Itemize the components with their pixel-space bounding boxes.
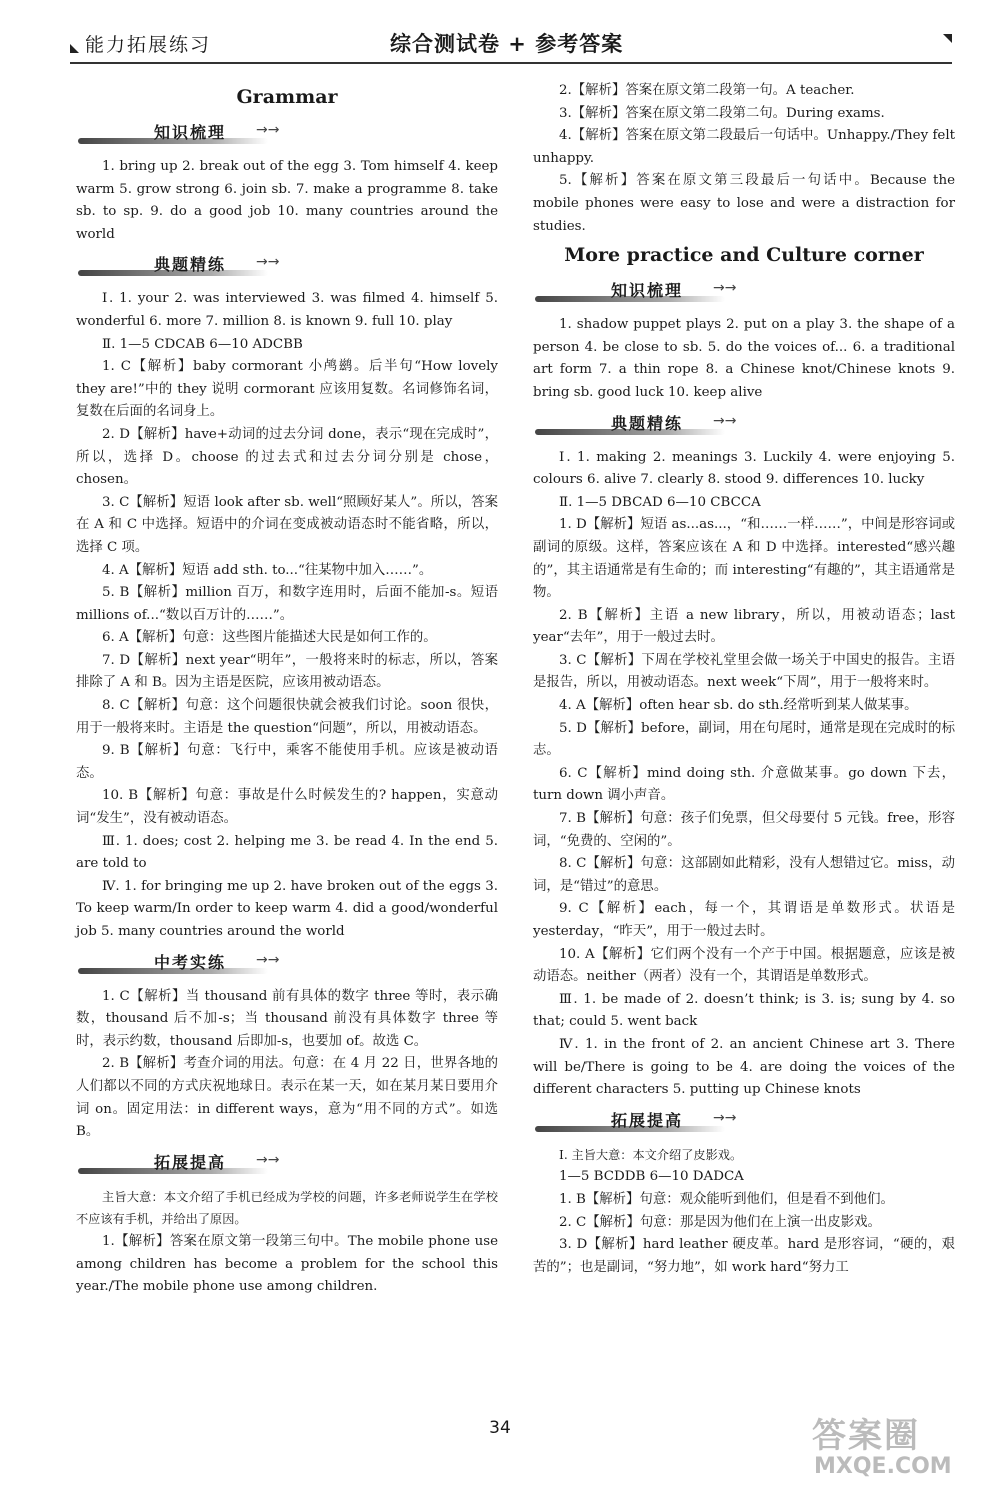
triangle-marker-icon (70, 44, 79, 53)
answer-paragraph: 10. A【解析】它们两个没有一个产于中国。根据题意，应该是被动语态。neither（两者）没有一个，其谓语是单数形式。 (533, 946, 955, 985)
watermark-logo (800, 1408, 986, 1482)
section-banner (533, 407, 955, 443)
banner-label: 知识梳理 (611, 281, 684, 301)
answer-paragraph: 2. B【解析】主语 a new library，所以，用被动语态；last year“去年”，用于一般过去时。 (533, 607, 955, 646)
answer-paragraph: 3. C【解析】下周在学校礼堂里会做一场关于中国史的报告。主语是报告，所以，用被动语态。next week“下周”，用于一般将来时。 (533, 652, 955, 691)
answer-paragraph: 3. C【解析】短语 look after sb. well“照顾好某人”。所以，答案在 A 和 C 中选择。短语中的介词在变成被动语态时不能省略，所以，选择 C 项。 (76, 494, 498, 555)
answer-paragraph: 4. A【解析】often hear sb. do sth.经常听到某人做某事。 (559, 698, 918, 714)
answer-paragraph: 8. C【解析】句意：这部剧如此精彩，没有人想错过它。miss，动词，是“错过”的意思。 (533, 856, 955, 894)
answers-block (533, 314, 955, 404)
answer-paragraph: Ⅳ. 1. in the front of 2. an ancient Chinese art 3. There will be/There is going to be 4. are doing the voices of the different characters 5. putting up Chinese knots (533, 1036, 955, 1098)
arrow-icon: →→ (713, 280, 737, 297)
banner-label: 拓展提高 (611, 1110, 684, 1130)
answers-block (533, 447, 955, 1102)
watermark-text: 答案圈 (812, 1416, 920, 1456)
answer-paragraph: 1.【解析】答案在原文第一段第三句中。The mobile phone use among children has become a problem for the school this year./The mobile phone use among children. (76, 1233, 498, 1295)
arrow-icon: →→ (256, 1151, 280, 1168)
answer-paragraph: Ⅲ. 1. be made of 2. doesn’t think; is 3. is; sung by 4. so that; could 5. went back (533, 991, 955, 1030)
header-book-title: 能力拓展练习 (85, 34, 212, 56)
answer-paragraph: 10. B【解析】句意：事故是什么时候发生的? happen，实意动词“发生”，没有被动语态。 (76, 788, 498, 827)
answer-paragraph: 9. C【解析】each，每一个，其谓语是单数形式。状语是 yesterday，“昨天”，用于一般过去时。 (533, 901, 955, 939)
answer-paragraph: 1. C【解析】baby cormorant 小鸬鹚。后半句“How lovely they are!”中的 they 说明 cormorant 应该用复数。名词修饰名词，复数在后面的名词身上。 (76, 359, 498, 420)
answer-paragraph: 4. A【解析】短语 add sth. to...“往某物中加入……”。 (102, 562, 433, 578)
answer-paragraph: 1. C【解析】当 thousand 前有具体的数字 three 等时，表示确数，thousand 后不加-s；当 thousand 前没有具体数字 three 等时，表示约数，thousand 后即加-s，也要加 of。故选 C。 (76, 988, 498, 1049)
left-column (76, 80, 498, 1299)
page-header (70, 26, 952, 60)
answer-paragraph: 2. D【解析】have+动词的过去分词 done，表示“现在完成时”，所以，选择 D。choose 的过去式和过去分词分别是 chose，chosen。 (76, 426, 498, 488)
answer-paragraph: 1. bring up 2. break out of the egg 3. Tom himself 4. keep warm 5. grow strong 6. join sb. 7. make a programme 8. take sb. to sp. 9. do a good job 10. many countries around the world (76, 159, 498, 242)
answer-paragraph: 8. C【解析】句意：这个问题很快就会被我们讨论。soon 很快，用于一般将来时。主语是 the question“问题”，所以，用被动语态。 (76, 698, 498, 736)
answer-paragraph: 9. B【解析】句意：飞行中，乘客不能使用手机。应该是被动语态。 (76, 743, 498, 781)
answer-paragraph: Ⅱ. 1—5 CDCAB 6—10 ADCBB (102, 336, 303, 352)
answer-paragraph: 1. D【解析】短语 as...as...，“和……一样……”，中间是形容词或副词的原级。这样，答案应该在 A 和 D 中选择。interested“感兴趣的”，其主语通常是有生命的；而 interesting“有趣的”，其主语通常是物。 (533, 517, 955, 601)
answer-paragraph: 6. A【解析】句意：这些图片能描述大民是如何工作的。 (102, 630, 437, 646)
arrow-icon: →→ (713, 412, 737, 429)
answer-paragraph: 1. shadow puppet plays 2. put on a play 3. the shape of a person 4. be close to sb. 5. do the voices of... 6. a traditional art form 7. a thin rope 8. a Chinese knot/Chinese knots 9. bring sb. good luck 10. keep alive (533, 317, 955, 400)
arrow-icon: →→ (256, 951, 280, 968)
answer-paragraph: Ⅱ. 1—5 DBCAD 6—10 CBCCA (559, 494, 761, 510)
answer-paragraph: 4.【解析】答案在原文第二段最后一句话中。Unhappy./They felt unhappy. (533, 128, 955, 166)
answers-block (533, 80, 955, 238)
answer-paragraph: 3. D【解析】hard leather 硬皮革。hard 是形容词，“硬的，艰苦的”；也是副词，“努力地”，如 work hard“努力工 (533, 1237, 955, 1275)
main-idea-note: 主旨大意：本文介绍了手机已经成为学校的问题，许多老师说学生在学校不应该有手机，并给出了原因。 (76, 1189, 498, 1227)
answers-block (76, 288, 498, 943)
answers-block (76, 986, 498, 1144)
section-banner (76, 116, 498, 152)
section-title-grammar: Grammar (236, 86, 338, 108)
answer-paragraph: 7. D【解析】next year“明年”，一般将来时的标志，所以，答案排除了 A 和 B。因为主语是医院，应该用被动语态。 (76, 652, 498, 691)
right-column (533, 80, 955, 1279)
answer-paragraph: Ⅰ. 1. making 2. meanings 3. Luckily 4. were enjoying 5. colours 6. alive 7. clearly 8. stood 9. differences 10. lucky (533, 449, 955, 488)
page-number: 34 (489, 1418, 511, 1438)
banner-label: 典题精练 (154, 255, 227, 275)
answer-paragraph: 1. B【解析】句意：观众能听到他们，但是看不到他们。 (559, 1191, 894, 1207)
answer-paragraph: 5.【解析】答案在原文第三段最后一句话中。Because the mobile phones were easy to lose and were a distraction for studies. (533, 173, 955, 234)
answer-paragraph: 2.【解析】答案在原文第二段第一句。A teacher. (559, 83, 855, 98)
answer-paragraph: Ⅲ. 1. does; cost 2. helping me 3. be read 4. In the end 5. are told to (76, 833, 498, 872)
section-banner (533, 1104, 955, 1140)
section-banner (76, 946, 498, 982)
section-title-more-practice: More practice and Culture corner (564, 244, 924, 267)
banner-label: 中考实练 (154, 952, 227, 972)
answers-block (76, 1231, 498, 1299)
banner-label: 知识梳理 (154, 123, 227, 142)
arrow-icon: →→ (256, 122, 280, 138)
arrow-icon: →→ (713, 1109, 737, 1126)
answer-paragraph: Ⅰ. 1. your 2. was interviewed 3. was filmed 4. himself 5. wonderful 6. more 7. million 8. is known 9. full 10. play (76, 291, 498, 329)
banner-label: 典题精练 (611, 413, 684, 433)
section-banner (76, 248, 498, 284)
header-section-title: 综合测试卷 + 参考答案 (390, 32, 624, 56)
answer-paragraph: Ⅳ. 1. for bringing me up 2. have broken out of the eggs 3. To keep warm/In order to keep warm 4. did a good/wonderful job 5. many countries around the world (76, 878, 498, 939)
answer-paragraph: 5. B【解析】million 百万，和数字连用时，后面不能加-s。短语 millions of...“数以百万计的……”。 (76, 585, 498, 623)
header-rule (70, 62, 952, 64)
answers-block (76, 156, 498, 246)
triangle-marker-icon (943, 34, 952, 43)
answer-paragraph: 1—5 BCDDB 6—10 DADCA (559, 1169, 744, 1185)
answers-block (533, 1166, 955, 1279)
answer-paragraph: 3.【解析】答案在原文第二段第二句。During exams. (559, 105, 885, 121)
answer-paragraph: 2. B【解析】考查介词的用法。句意：在 4 月 22 日，世界各地的人们都以不同的方式庆祝地球日。表示在某一天，如在某月某日要用介词 on。固定用法：in different ways，意为“用不同的方式”。如选 B。 (76, 1056, 498, 1140)
section-banner (76, 1146, 498, 1182)
banner-label: 拓展提高 (154, 1152, 227, 1172)
header-left (70, 30, 211, 57)
answer-paragraph: 2. C【解析】句意：那是因为他们在上演一出皮影戏。 (559, 1214, 881, 1230)
section-banner (533, 274, 955, 310)
answer-paragraph: 5. D【解析】before，副词，用在句尾时，通常是现在完成时的标志。 (533, 720, 955, 759)
answer-paragraph: 7. B【解析】句意：孩子们免票，但父母要付 5 元钱。free，形容词，“免费的、空闲的”。 (533, 811, 955, 849)
answer-paragraph: 6. C【解析】mind doing sth. 介意做某事。go down 下去，turn down 调小声音。 (533, 765, 955, 804)
main-idea-note: Ⅰ. 主旨大意：本文介绍了皮影戏。 (559, 1147, 743, 1162)
watermark-url: MXQE.COM (814, 1454, 952, 1479)
arrow-icon: →→ (256, 254, 280, 271)
